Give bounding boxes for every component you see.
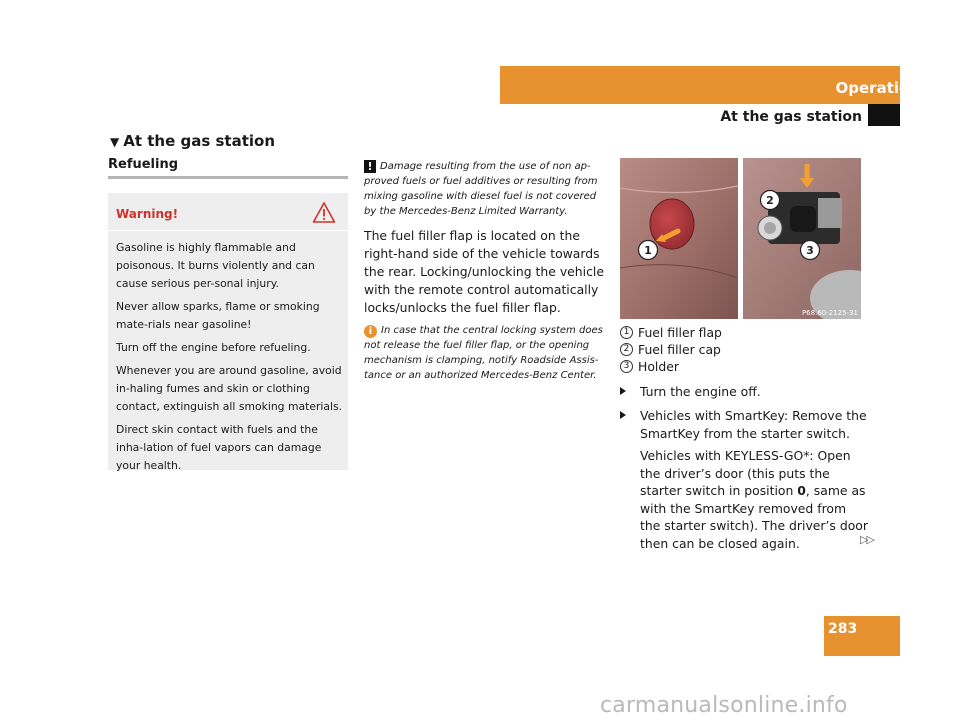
photo-code: P68.60-2125-31 [801,309,858,317]
warning-paragraph: Gasoline is highly flammable and poisonous. It burns violently and can cause serious per-sonal injury. [116,241,315,290]
header-marker [868,104,900,126]
caution-note [364,159,606,219]
legend-label: Holder [638,359,679,374]
fuel-filler-photo [620,158,861,319]
warning-paragraph: Whenever you are around gasoline, avoid in-haling fumes and skin or clothing contact, extinguish all smoking materials. [116,364,343,413]
caution-note-text: Damage resulting from the use of non ap-proved fuels or fuel additives or resulting from mixing gasoline with diesel fuel is not covered by the Mercedes-Benz Limited Warranty. [364,161,598,217]
photo-legend [620,324,722,375]
subheading-rule [108,176,348,179]
step-text: Turn the engine off. [640,384,761,399]
legend-item [620,358,722,375]
keyless-go-paragraph [620,447,870,552]
callout-2: 2 [766,194,774,207]
starter-position: 0 [797,483,806,498]
info-note-text: In case that the central locking system does not release the fuel filler flap, or the opening mechanism is clamping, notify Roadside Assis-tance or an authorized Mercedes-Benz Center. [364,325,603,381]
warning-paragraph: Turn off the engine before refueling. [116,341,311,354]
step-item [620,383,870,401]
legend-label: Fuel filler flap [638,325,722,340]
page-number: 283 [828,621,858,637]
keyless-text-after: , same as with the SmartKey removed from the starter switch). The driver’s door then can be closed again. [640,483,868,551]
info-note [364,323,606,383]
section-heading-text: At the gas station [123,132,276,150]
keyless-text [640,447,870,552]
warning-title: Warning! [116,207,179,221]
legend-number: 1 [620,326,633,339]
warning-text [116,239,344,480]
step-text: Vehicles with SmartKey: Remove the SmartKey from the starter switch. [640,408,867,441]
header-page-title: At the gas station [720,109,862,125]
exclamation-icon: ! [364,160,376,173]
legend-label: Fuel filler cap [638,342,721,357]
legend-item [620,341,722,358]
warning-paragraph: Never allow sparks, flame or smoking mate-rials near gasoline! [116,300,320,331]
step-arrow-icon [620,411,626,419]
keyless-text-before: Vehicles with KEYLESS-GO*: Open the driver’s door (this puts the starter switch in position [640,448,851,498]
body-paragraph: The fuel filler flap is located on the right-hand side of the vehicle towards the rear. Locking/unlocking the vehicle with the remote control automatically locks/unlocks the fuel filler flap. [364,228,604,315]
step-item [620,407,870,442]
warning-paragraph: Direct skin contact with fuels and the inha-lation of fuel vapors can damage your health. [116,423,322,472]
legend-number: 2 [620,343,633,356]
legend-number: 3 [620,360,633,373]
warning-triangle-icon [312,201,336,225]
info-icon: i [364,325,377,338]
header-section-title: Operation [835,79,920,97]
subheading-refueling: Refueling [108,157,179,172]
warning-box [108,193,348,470]
continue-arrows-icon: ▷▷ [860,533,873,546]
section-heading [110,132,275,150]
warning-header [116,207,340,231]
legend-item [620,324,722,341]
step-arrow-icon [620,387,626,395]
callout-3: 3 [806,244,814,257]
watermark: carmanualsonline.info [600,693,848,718]
callout-1: 1 [644,244,652,257]
triangle-down-icon: ▼ [110,135,120,149]
warning-divider [108,230,348,231]
